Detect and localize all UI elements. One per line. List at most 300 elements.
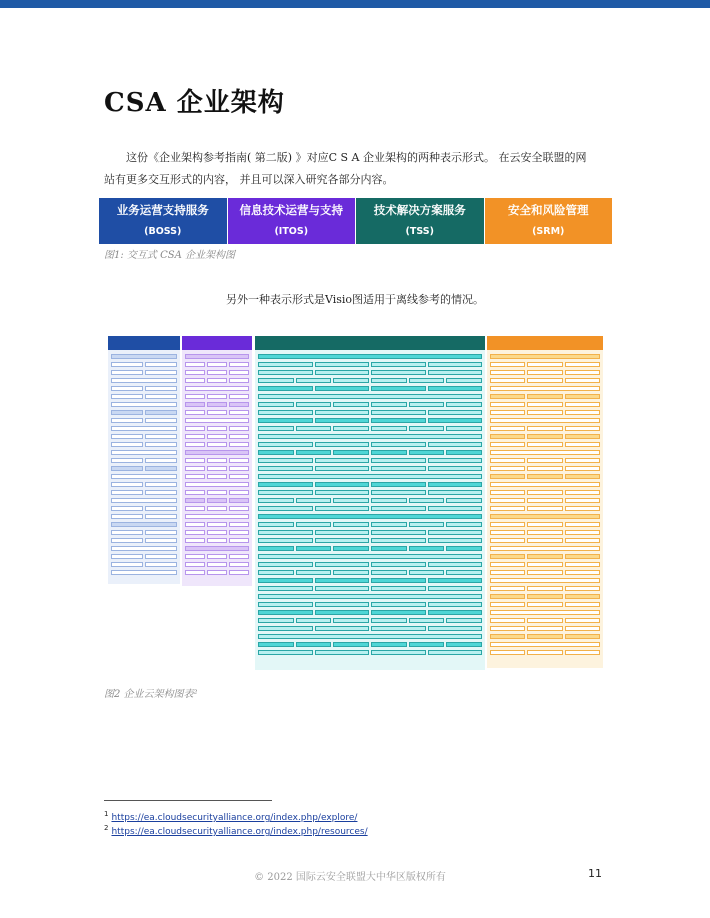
diagram-block [111,418,143,423]
diagram-block [565,602,600,607]
diagram-block [111,386,143,391]
diagram-block [565,426,600,431]
diagram-block [145,418,177,423]
diagram-block [409,378,445,383]
diagram-block [145,362,177,367]
diagram-block [207,370,227,375]
diagram-block [527,634,562,639]
diagram-block [333,618,369,623]
diagram-block [315,586,370,591]
diagram-block [527,506,562,511]
diagram-block [333,426,369,431]
diagram-block [565,378,600,383]
diagram-block [258,586,313,591]
diagram-block [333,450,369,455]
diagram-block [258,642,294,647]
diagram-block [258,466,313,471]
diagram-block [185,546,249,551]
diagram-block [185,442,205,447]
diagram-block [490,434,525,439]
diagram-block [111,506,143,511]
diagram-block [565,506,600,511]
diagram-block [185,490,205,495]
diagram-block [428,490,483,495]
diagram-block [565,402,600,407]
enterprise-architecture-diagram [108,336,603,670]
diagram-block [527,570,562,575]
diagram-block [315,410,370,415]
diagram-block [145,562,177,567]
diagram-block [185,570,205,575]
diagram-block [371,618,407,623]
diagram-block [565,626,600,631]
diagram-block [145,386,177,391]
diagram-block [111,474,177,479]
diagram-block [185,538,205,543]
diagram-block [111,530,143,535]
diagram-block [446,570,482,575]
diagram-block [258,386,313,391]
diagram-block [490,610,600,615]
diagram-block [333,570,369,575]
diagram-block [315,578,370,583]
diagram-block [527,410,562,415]
diagram-block [185,474,205,479]
diagram-block [315,482,370,487]
diagram-column-tss [255,336,485,670]
diagram-block [258,594,482,599]
diagram-block [296,498,332,503]
diagram-block [145,370,177,375]
diagram-block [207,562,227,567]
diagram-block [565,594,600,599]
diagram-block [258,450,294,455]
diagram-block [185,410,205,415]
diagram-block [111,482,143,487]
diagram-block [185,426,205,431]
diagram-block [565,370,600,375]
diagram-block [371,642,407,647]
diagram-block [111,370,143,375]
diagram-block [446,402,482,407]
visio-description: 另外一种表示形式是Visio图适用于离线参考的情况。 [225,293,485,306]
diagram-block [490,362,525,367]
diagram-block [185,354,249,359]
diagram-block [371,410,426,415]
diagram-block [145,514,177,519]
diagram-block [565,554,600,559]
diagram-block [258,562,313,567]
diagram-block [527,402,562,407]
diagram-block [258,634,482,639]
diagram-block [145,434,177,439]
footnote-2-link[interactable]: https://ea.cloudsecurityalliance.org/index.php/resources/ [111,827,368,837]
footnote-2 [104,824,368,837]
diagram-block [371,450,407,455]
diagram-block [428,458,483,463]
diagram-block [565,538,600,543]
diagram-block [315,626,370,631]
diagram-column-itos-header [182,336,252,350]
arch-cell-name: 信息技术运营与支持 [239,203,343,217]
diagram-block [371,370,426,375]
diagram-block [371,418,426,423]
diagram-block [315,506,370,511]
diagram-block [258,618,294,623]
diagram-block [428,586,483,591]
diagram-block [527,474,562,479]
diagram-block [428,386,483,391]
diagram-block [428,626,483,631]
diagram-block [185,530,205,535]
diagram-block [490,386,600,391]
diagram-block [185,402,205,407]
diagram-block [185,506,205,511]
diagram-block [315,418,370,423]
diagram-block [229,538,249,543]
diagram-block [565,530,600,535]
diagram-block [296,618,332,623]
diagram-block [333,522,369,527]
diagram-block [315,538,370,543]
diagram-block [185,394,205,399]
diagram-block [565,442,600,447]
diagram-block [258,394,482,399]
diagram-block [490,354,600,359]
diagram-block [185,434,205,439]
diagram-block [315,530,370,535]
diagram-block [527,370,562,375]
diagram-block [527,650,562,655]
diagram-block [229,466,249,471]
diagram-block [428,538,483,543]
diagram-block [490,594,525,599]
diagram-block [371,506,426,511]
diagram-block [185,466,205,471]
diagram-block [258,498,294,503]
diagram-block [371,602,426,607]
diagram-block [527,426,562,431]
diagram-block [229,370,249,375]
diagram-block [490,506,525,511]
diagram-block [315,650,370,655]
diagram-block [258,578,313,583]
diagram-block [428,442,483,447]
diagram-block [258,474,482,479]
diagram-block [446,618,482,623]
diagram-block [111,362,143,367]
diagram-block [185,522,205,527]
diagram-block [111,570,177,575]
diagram-block [229,498,249,503]
diagram-block [111,546,177,551]
diagram-block [527,602,562,607]
intro-paragraph [104,147,614,191]
diagram-block [229,362,249,367]
diagram-column-srm-header [487,336,603,350]
diagram-block [296,378,332,383]
diagram-block [490,634,525,639]
diagram-block [207,458,227,463]
diagram-block [490,394,525,399]
diagram-block [565,458,600,463]
intro-line-1: 这份《企业架构参考指南( 第二版) 》对应C S A 企业架构的两种表示形式。 在云安全联盟的网 [126,151,587,164]
diagram-block [490,490,525,495]
diagram-block [296,642,332,647]
diagram-block [371,626,426,631]
diagram-block [565,498,600,503]
diagram-block [111,426,177,431]
diagram-block [229,530,249,535]
diagram-block [428,650,483,655]
diagram-block [145,490,177,495]
diagram-block [371,426,407,431]
diagram-block [185,378,205,383]
arch-cell-abbr: (SRM) [532,226,565,237]
arch-cell-tss[interactable] [356,198,485,244]
diagram-block [145,506,177,511]
diagram-block [409,402,445,407]
diagram-block [565,362,600,367]
diagram-block [490,570,525,575]
diagram-block [296,426,332,431]
diagram-block [446,642,482,647]
diagram-block [229,434,249,439]
diagram-block [258,482,313,487]
diagram-block [258,626,313,631]
diagram-block [490,378,525,383]
diagram-block [371,610,426,615]
diagram-block [490,458,525,463]
diagram-block [207,442,227,447]
diagram-block [490,522,525,527]
diagram-column-tss-header [255,336,485,350]
intro-line-2: 站有更多交互形式的内容， 并且可以深入研究各部分内容。 [104,173,394,186]
diagram-block [315,370,370,375]
diagram-block [258,410,313,415]
diagram-block [258,538,313,543]
diagram-block [565,570,600,575]
diagram-block [409,450,445,455]
diagram-block [229,410,249,415]
diagram-block [207,378,227,383]
footnote-1-link[interactable]: https://ea.cloudsecurityalliance.org/index.php/explore/ [111,813,358,823]
diagram-column-srm [487,336,603,668]
diagram-block [258,378,294,383]
diagram-column-boss-header [108,336,180,350]
diagram-block [428,370,483,375]
diagram-block [490,626,525,631]
diagram-block [565,394,600,399]
diagram-block [527,490,562,495]
diagram-block [565,522,600,527]
diagram-block [371,570,407,575]
diagram-block [258,650,313,655]
diagram-block [371,586,426,591]
diagram-block [258,570,294,575]
diagram-block [145,466,177,471]
diagram-block [207,410,227,415]
diagram-block [565,586,600,591]
diagram-block [428,466,483,471]
diagram-block [371,482,426,487]
diagram-block [409,522,445,527]
figure-2-caption: 图2 企业云架构图表² [104,689,198,700]
diagram-block [145,458,177,463]
diagram-block [446,498,482,503]
diagram-block [258,458,313,463]
diagram-block [527,458,562,463]
diagram-block [527,594,562,599]
diagram-block [258,426,294,431]
diagram-block [371,490,426,495]
diagram-block [409,498,445,503]
diagram-block [229,442,249,447]
diagram-block [111,466,143,471]
page-number: 11 [588,867,602,880]
diagram-block [428,482,483,487]
diagram-block [446,378,482,383]
diagram-block [207,506,227,511]
diagram-block [428,362,483,367]
diagram-block [296,570,332,575]
diagram-block [111,394,143,399]
arch-cell-srm[interactable] [485,198,613,244]
diagram-block [315,610,370,615]
diagram-block [315,490,370,495]
arch-cell-boss[interactable] [99,198,228,244]
figure-1-caption: 图1: 交互式 CSA 企业架构图 [104,250,235,261]
diagram-block [527,538,562,543]
diagram-block [527,378,562,383]
diagram-block [258,354,482,359]
diagram-block [229,402,249,407]
diagram-block [258,530,313,535]
diagram-block [371,458,426,463]
diagram-block [258,402,294,407]
diagram-block [371,386,426,391]
diagram-block [371,546,407,551]
diagram-block [315,362,370,367]
diagram-block [207,394,227,399]
diagram-block [229,570,249,575]
diagram-block [315,562,370,567]
arch-cell-itos[interactable] [228,198,357,244]
diagram-block [111,562,143,567]
diagram-block [258,602,313,607]
diagram-block [229,506,249,511]
diagram-block [315,386,370,391]
diagram-block [371,650,426,655]
diagram-block [258,418,313,423]
diagram-block [371,466,426,471]
diagram-block [229,458,249,463]
diagram-block [565,490,600,495]
diagram-block [185,482,249,487]
diagram-block [428,602,483,607]
diagram-block [111,450,177,455]
diagram-block [296,522,332,527]
diagram-block [490,578,600,583]
diagram-block [258,546,294,551]
diagram-block [145,410,177,415]
diagram-block [490,530,525,535]
diagram-block [185,562,205,567]
diagram-block [428,562,483,567]
diagram-block [111,354,177,359]
diagram-block [527,530,562,535]
diagram-block [315,602,370,607]
diagram-block [207,402,227,407]
diagram-block [333,402,369,407]
diagram-block [565,434,600,439]
diagram-block [527,554,562,559]
footnote-divider [104,800,272,801]
diagram-block [207,434,227,439]
diagram-block [409,570,445,575]
diagram-block [490,442,525,447]
footnote-number: 1 [104,810,109,818]
diagram-block [446,546,482,551]
diagram-block [490,538,525,543]
diagram-block [565,474,600,479]
diagram-block [185,386,249,391]
diagram-block [258,362,313,367]
diagram-block [527,466,562,471]
arch-cell-name: 安全和风险管理 [508,203,589,217]
diagram-block [371,362,426,367]
diagram-block [565,562,600,567]
diagram-block [490,546,600,551]
diagram-block [111,458,143,463]
diagram-block [229,474,249,479]
diagram-block [490,466,525,471]
diagram-block [207,490,227,495]
diagram-block [371,522,407,527]
diagram-block [565,650,600,655]
diagram-block [207,554,227,559]
diagram-block [409,426,445,431]
diagram-block [229,562,249,567]
diagram-block [229,554,249,559]
diagram-block [371,530,426,535]
diagram-block [296,402,332,407]
diagram-block [111,434,143,439]
diagram-block [428,610,483,615]
diagram-block [185,362,205,367]
diagram-block [258,442,313,447]
diagram-block [333,546,369,551]
diagram-block [527,522,562,527]
diagram-block [490,418,600,423]
diagram-column-itos [182,336,252,586]
diagram-block [111,442,143,447]
diagram-block [111,554,143,559]
arch-cell-name: 技术解决方案服务 [373,203,466,217]
diagram-block [565,466,600,471]
diagram-block [565,618,600,623]
diagram-block [111,378,177,383]
diagram-block [527,618,562,623]
diagram-block [185,458,205,463]
diagram-block [207,426,227,431]
footnote-number: 2 [104,824,109,832]
diagram-block [371,562,426,567]
diagram-block [490,498,525,503]
diagram-block [207,362,227,367]
diagram-block [490,514,600,519]
diagram-block [565,634,600,639]
